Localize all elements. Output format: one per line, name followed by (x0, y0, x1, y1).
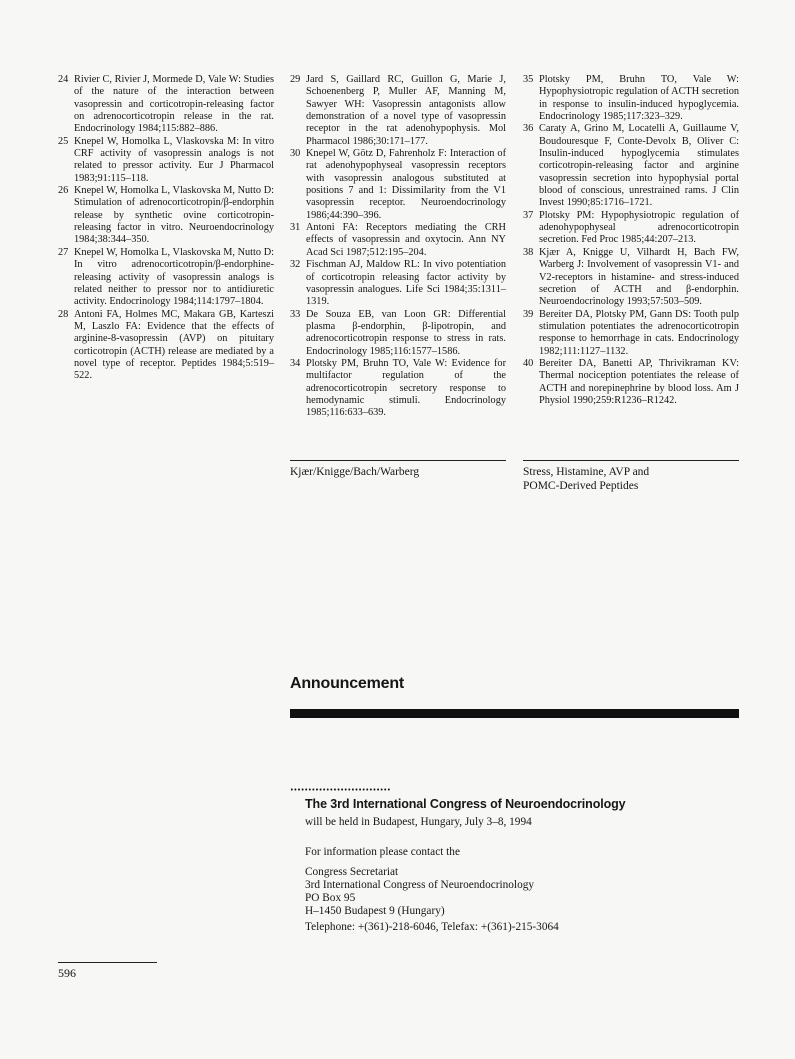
reference-item: 34 Plotsky PM, Bruhn TO, Vale W: Evidence for multifactor regulation of the adrenocorticotropin secretory response to hemodynamic stimuli. Endocrinology 1985;116:633–639. (290, 357, 506, 419)
dotted-divider (290, 788, 390, 791)
reference-column-3 (523, 74, 739, 407)
reference-item: 26 Knepel W, Homolka L, Vlaskovska M, Nutto D: Stimulation of adrenocorticotropin/β-endorphin release by synthetic ovine corticotropin-releasing factor in vitro. Neuroendocrinology 1984;38:344–350. (58, 185, 274, 246)
running-head-title-line-2: POMC-Derived Peptides (523, 480, 639, 492)
reference-column-2 (290, 74, 506, 420)
running-head-rule-left (290, 460, 506, 461)
reference-column-1 (58, 74, 274, 383)
announcement-heading: Announcement (290, 675, 405, 692)
reference-item: 33 De Souza EB, van Loon GR: Differential plasma β-endorphin, β-lipotropin, and adrenocorticotropin response to stress in rats. Endocrinology 1985;116:1577–1586. (290, 308, 506, 357)
reference-item: 27 Knepel W, Homolka L, Vlaskovska M, Nutto D: In vitro adrenocorticotropin/β-endorphine-releasing activity of vasopressin analogs is related neither to pressor nor to antidiuretic activity. Endocrinology 1984;114:1797–1804. (58, 246, 274, 308)
reference-item: 25 Knepel W, Homolka L, Vlaskovska M: In vitro CRF activity of vasopressin analogs is not related to pressor activity. Eur J Pharmacol 1983;91:115–118. (58, 135, 274, 184)
reference-item: 24 Rivier C, Rivier J, Mormede D, Vale W: Studies of the nature of the interaction between vasopressin and corticotropin-releasing factor on adrenocorticotropin release in the rat. Endocrinology 1984;115:882–886. (58, 74, 274, 135)
reference-item: 40 Bereiter DA, Banetti AP, Thrivikraman KV: Thermal nociception potentiates the release of ACTH and norepinephrine by blood loss. Am J Physiol 1990;259:R1236–R1242. (523, 357, 739, 406)
reference-item: 36 Caraty A, Grino M, Locatelli A, Guillaume V, Boudouresque F, Conte-Devolx B, Oliver C: Insulin-induced hypoglycemia stimulates corticotropin-releasing factor and arginine vasopressin secretion into hypophysial portal blood of conscious, unrestrained rams. J Clin Invest 1990;85:1716–1721. (523, 123, 739, 209)
reference-item: 37 Plotsky PM: Hypophysiotropic regulation of adenohypophyseal adrenocorticotropin secretion. Fed Proc 1985;44:207–213. (523, 209, 739, 246)
reference-item: 39 Bereiter DA, Plotsky PM, Gann DS: Tooth pulp stimulation potentiates the adrenocorticotropin response to hemorrhage in cats. Endocrinology 1982;111:1127–1132. (523, 308, 739, 357)
page-number: 596 (58, 966, 76, 980)
reference-item: 32 Fischman AJ, Maldow RL: In vivo potentiation of corticotropin releasing factor activity by vasopressin analogues. Life Sci 1984;35:1311–1319. (290, 259, 506, 308)
page-number-rule (58, 962, 157, 963)
reference-item: 29 Jard S, Gaillard RC, Guillon G, Marie J, Schoenenberg P, Muller AF, Manning M, Sawyer WH: Vasopressin antagonists allow demonstration of a novel type of vasopressin receptor in the rat adenohypophysis. Mol Pharmacol 1986;30:171–177. (290, 74, 506, 147)
running-head-rule-right (523, 460, 739, 461)
reference-item: 30 Knepel W, Götz D, Fahrenholz F: Interaction of rat adenohypophyseal vasopressin receptors with vasopressin analogous substituted at positions 7 and 1: Dissimilarity from the V1 vasopressin receptor. Neuroendocrinology 1986;44:390–396. (290, 148, 506, 221)
telephone-line: Telephone: +(361)-218-6046, Telefax: +(361)-215-3064 (305, 921, 559, 933)
reference-item: 38 Kjær A, Knigge U, Vilhardt H, Bach FW, Warberg J: Involvement of vasopressin V1- and V2-receptors in histamine- and stress-induced secretion of ACTH and β-endorphin. Neuroendocrinology 1993;57:503–509. (523, 246, 739, 308)
reference-item: 31 Antoni FA: Receptors mediating the CRH effects of vasopressin and oxytocin. Ann NY Acad Sci 1987;512:195–204. (290, 222, 506, 258)
address-line: PO Box 95 (305, 892, 356, 904)
address-line: 3rd International Congress of Neuroendocrinology (305, 879, 535, 891)
contact-intro: For information please contact the (305, 846, 460, 858)
reference-item: 28 Antoni FA, Holmes MC, Makara GB, Karteszi M, Laszlo FA: Evidence that the effects of arginine-8-vasopressin (AVP) on pituitary corticotropin (ACTH) release are mediated by a novel type of receptor. Peptides 1984;5:519–522. (58, 308, 274, 382)
reference-item: 35 Plotsky PM, Bruhn TO, Vale W: Hypophysiotropic regulation of ACTH secretion in response to insulin-induced hypoglycemia. Endocrinology 1985;117:323–329. (523, 74, 739, 123)
address-line: H–1450 Budapest 9 (Hungary) (305, 905, 445, 917)
running-head-authors: Kjær/Knigge/Bach/Warberg (290, 466, 420, 478)
congress-held-line: will be held in Budapest, Hungary, July 3–8, 1994 (305, 816, 532, 828)
announcement-bar (290, 709, 739, 718)
address-line: Congress Secretariat (305, 866, 399, 878)
running-head-title-line-1: Stress, Histamine, AVP and (523, 466, 650, 478)
congress-title: The 3rd International Congress of Neuroendocrinology (305, 797, 626, 811)
